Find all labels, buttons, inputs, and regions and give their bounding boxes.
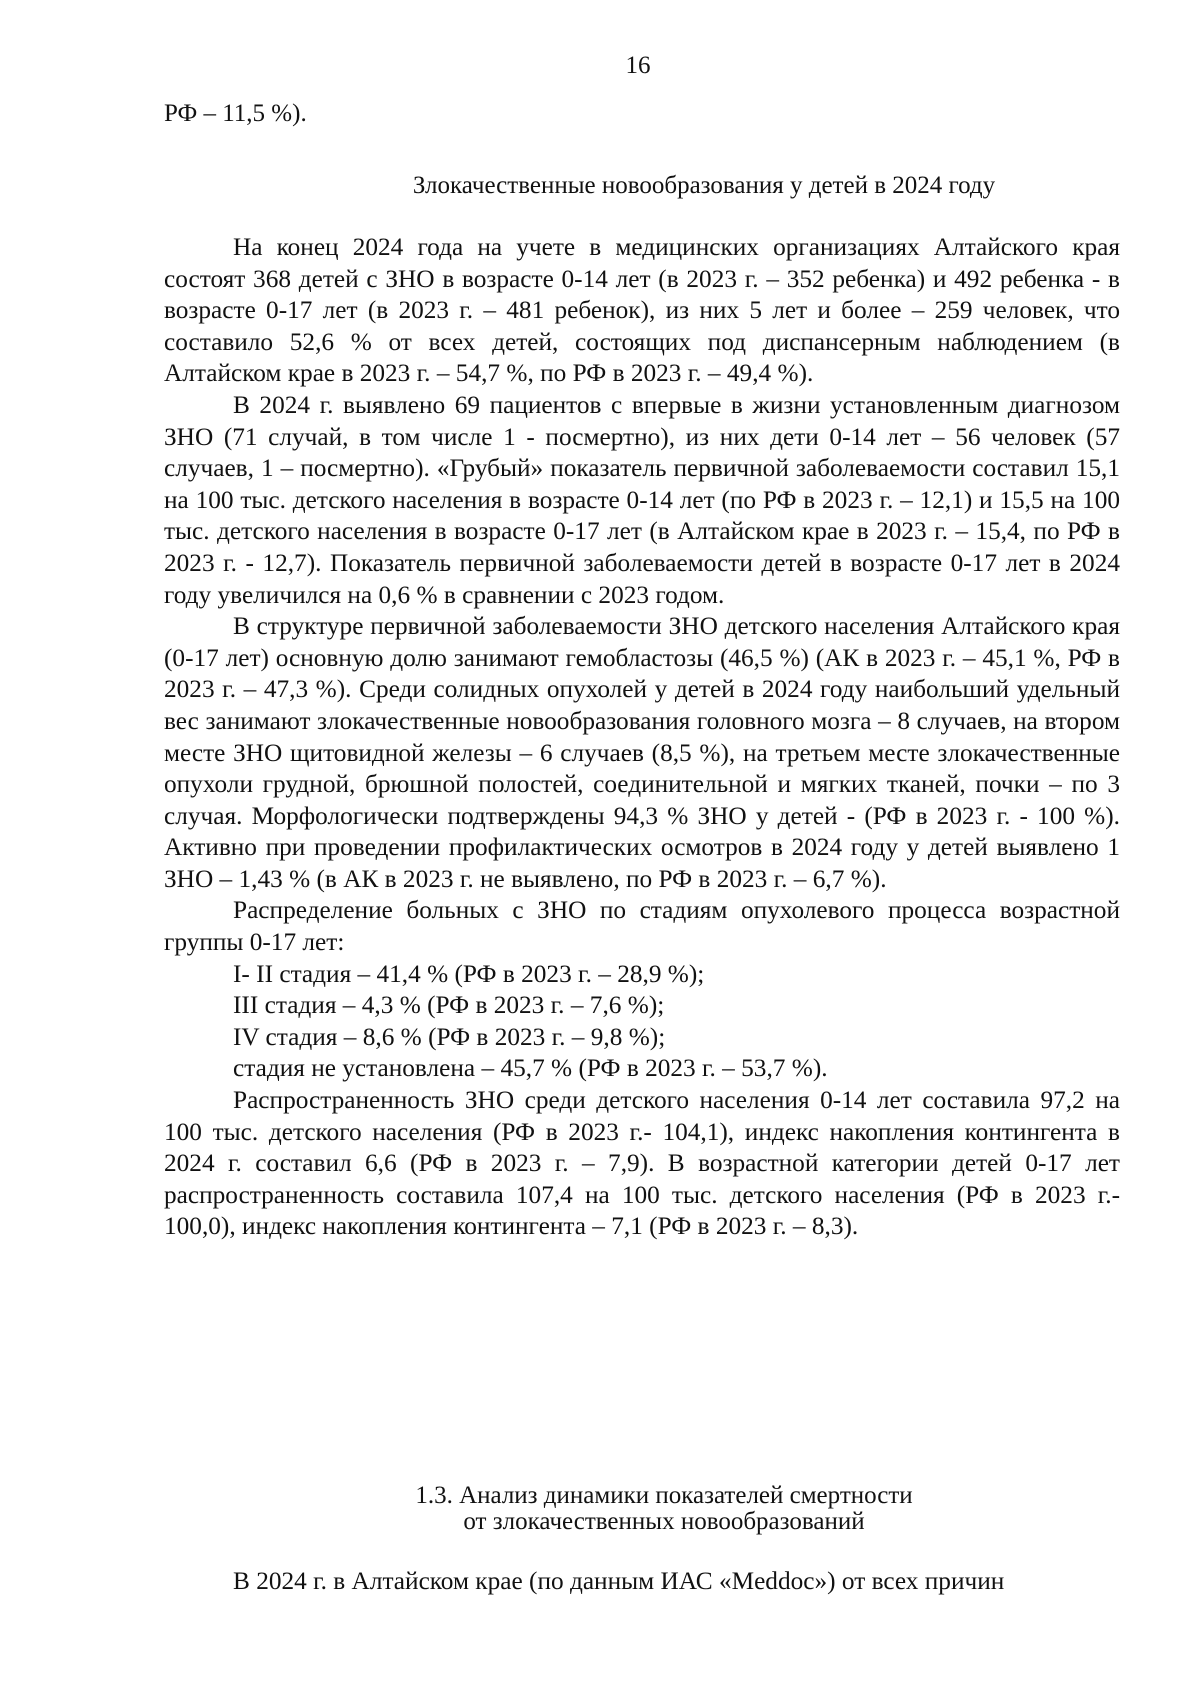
subsection-heading-line-2: от злокачественных новообразований: [463, 1508, 865, 1535]
subsection-heading-line-1: 1.3. Анализ динамики показателей смертности: [415, 1482, 913, 1509]
paragraph-incidence: В 2024 г. выявлено 69 пациентов с впервые в жизни установленным диагнозом ЗНО (71 случай, в том числе 1 - посмертно), из них дети 0-14 лет – 56 человек (57 случаев, 1 – посмертно). «Грубый» показатель первичной заболеваемости составил 15,1 на 100 тыс. детского населения в возрасте 0-14 лет (по РФ в 2023 г. – 12,1) и 15,5 на 100 тыс. детского населения в возрасте 0-17 лет (в Алтайском крае в 2023 г. – 15,4, по РФ в 2023 г. - 12,7). Показатель первичной заболеваемости детей в возрасте 0-17 лет в 2024 году увеличился на 0,6 % в сравнении с 2023 годом.: [164, 390, 1120, 609]
stage-list-item: III стадия – 4,3 % (РФ в 2023 г. – 7,6 %);: [233, 991, 665, 1020]
paragraph-incidence-structure: В структуре первичной заболеваемости ЗНО детского населения Алтайского края (0-17 лет) основную долю занимают гемобластозы (46,5 %) (АК в 2023 г. – 45,1 %, РФ в 2023 г. – 47,3 %). Среди солидных опухолей у детей в 2024 году наибольший удельный вес занимают злокачественные новообразования головного мозга – 8 случаев, на втором месте ЗНО щитовидной железы – 6 случаев (8,5 %), на третьем месте злокачественные опухоли грудной, брюшной полостей, соединительной и мягких тканей, почки – по 3 случая. Морфологически подтверждены 94,3 % ЗНО у детей - (РФ в 2023 г. - 100 %). Активно при проведении профилактических осмотров в 2024 году у детей выявлено 1 ЗНО – 1,43 % (в АК в 2023 г. не выявлено, по РФ в 2023 г. – 6,7 %).: [164, 612, 1120, 893]
page-number: 16: [625, 52, 651, 79]
paragraph-patients-on-record: На конец 2024 года на учете в медицинских организациях Алтайского края состоят 368 детей с ЗНО в возрасте 0-14 лет (в 2023 г. – 352 ребенка) и 492 ребенка - в возрасте 0-17 лет (в 2023 г. – 481 ребенок), из них 5 лет и более – 259 человек, что составило 52,6 % от всех детей, состоящих под диспансерным наблюдением (в Алтайском крае в 2023 г. – 54,7 %, по РФ в 2023 г. – 49,4 %).: [164, 233, 1120, 388]
stage-list: [164, 959, 1120, 1085]
continued-text-line: РФ – 11,5 %).: [164, 100, 307, 127]
stage-list-item: стадия не установлена – 45,7 % (РФ в 2023 г. – 53,7 %).: [233, 1054, 828, 1083]
paragraph-stage-distribution-intro: Распределение больных с ЗНО по стадиям опухолевого процесса возрастной группы 0-17 лет:: [164, 896, 1120, 957]
section-heading: Злокачественные новообразования у детей в 2024 году: [412, 172, 996, 199]
continued-paragraph-line: В 2024 г. в Алтайском крае (по данным ИАС «Meddoc») от всех причин: [233, 1567, 1005, 1595]
body-text: [164, 232, 1120, 1243]
stage-list-item: IV стадия – 8,6 % (РФ в 2023 г. – 9,8 %);: [233, 1022, 666, 1051]
stage-list-item: I- II стадия – 41,4 % (РФ в 2023 г. – 28,9 %);: [233, 959, 705, 988]
paragraph-prevalence: Распространенность ЗНО среди детского населения 0-14 лет составила 97,2 на 100 тыс. детского населения (РФ в 2023 г.- 104,1), индекс накопления контингента в 2024 г. составил 6,6 (РФ в 2023 г. – 7,9). В возрастной категории детей 0-17 лет распространенность составила 107,4 на 100 тыс. детского населения (РФ в 2023 г.- 100,0), индекс накопления контингента – 7,1 (РФ в 2023 г. – 8,3).: [164, 1086, 1120, 1241]
subsection-heading: [186, 1483, 1142, 1535]
